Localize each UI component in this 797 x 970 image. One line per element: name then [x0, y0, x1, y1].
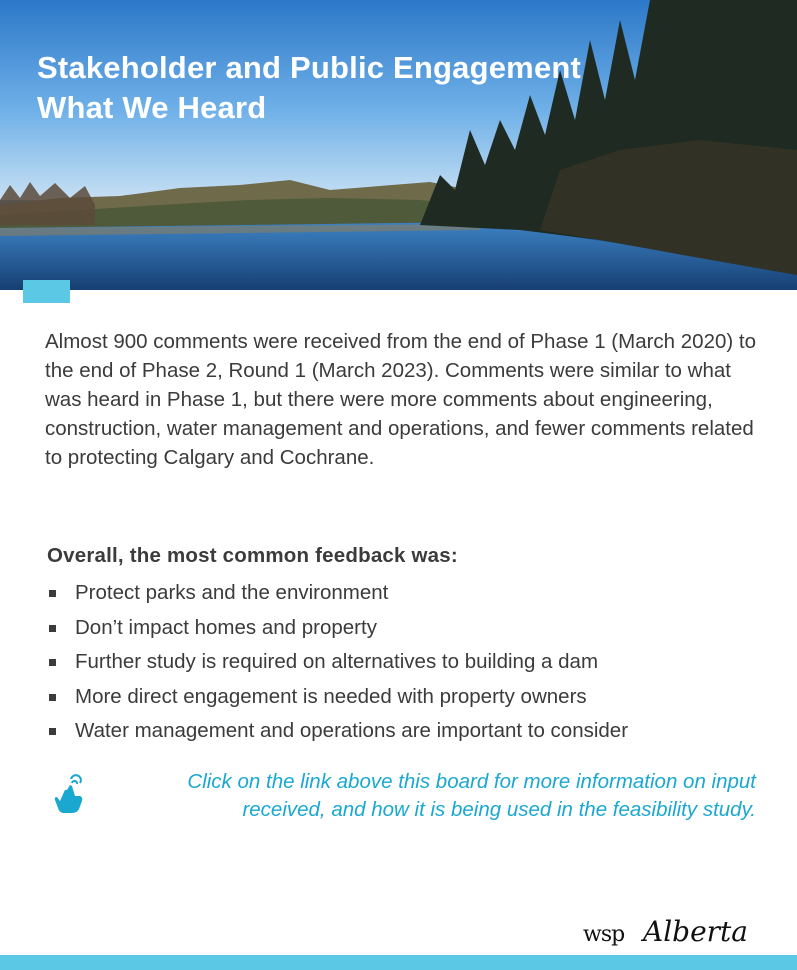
- wsp-logo: wsp: [583, 922, 625, 947]
- list-item: [47, 611, 628, 646]
- alberta-logo: Alberta: [643, 915, 748, 948]
- feedback-list: [47, 576, 628, 749]
- footer-bar: [0, 955, 797, 970]
- square-bullet-icon: [49, 590, 56, 597]
- hero-banner: [0, 0, 797, 290]
- list-item: [47, 576, 628, 611]
- feedback-heading: Overall, the most common feedback was:: [47, 544, 458, 567]
- list-item: [47, 645, 628, 680]
- list-item: [47, 680, 628, 715]
- cta-line-2: received, and how it is being used in the feasibility study.: [242, 798, 756, 821]
- title-line-2: What We Heard: [37, 90, 267, 125]
- page-title: [37, 48, 581, 128]
- square-bullet-icon: [49, 625, 56, 632]
- info-link-text[interactable]: [88, 768, 756, 824]
- accent-tab: [23, 280, 70, 303]
- list-item-text: More direct engagement is needed with property owners: [75, 684, 587, 708]
- river-landscape-photo: [0, 0, 797, 290]
- list-item-text: Further study is required on alternatives to building a dam: [75, 650, 599, 673]
- hand-pointer-icon: [50, 774, 86, 814]
- list-item-text: Don’t impact homes and property: [75, 615, 377, 639]
- intro-paragraph: Almost 900 comments were received from the end of Phase 1 (March 2020) to the end of Phase 2, Round 1 (March 2023). Comments were similar to what was heard in Phase 1, but there were more comments about engineering, construction, water management and operations, and fewer comments related to protecting Calgary and Cochrane.: [45, 330, 757, 469]
- square-bullet-icon: [49, 694, 56, 701]
- square-bullet-icon: [49, 728, 56, 735]
- list-item: [47, 714, 628, 749]
- cta-line-1: Click on the link above this board for more information on input: [187, 770, 756, 793]
- list-item-text: Protect parks and the environment: [75, 581, 389, 604]
- list-item-text: Water management and operations are important to consider: [75, 719, 629, 742]
- title-line-1: Stakeholder and Public Engagement: [37, 50, 582, 85]
- square-bullet-icon: [49, 659, 56, 666]
